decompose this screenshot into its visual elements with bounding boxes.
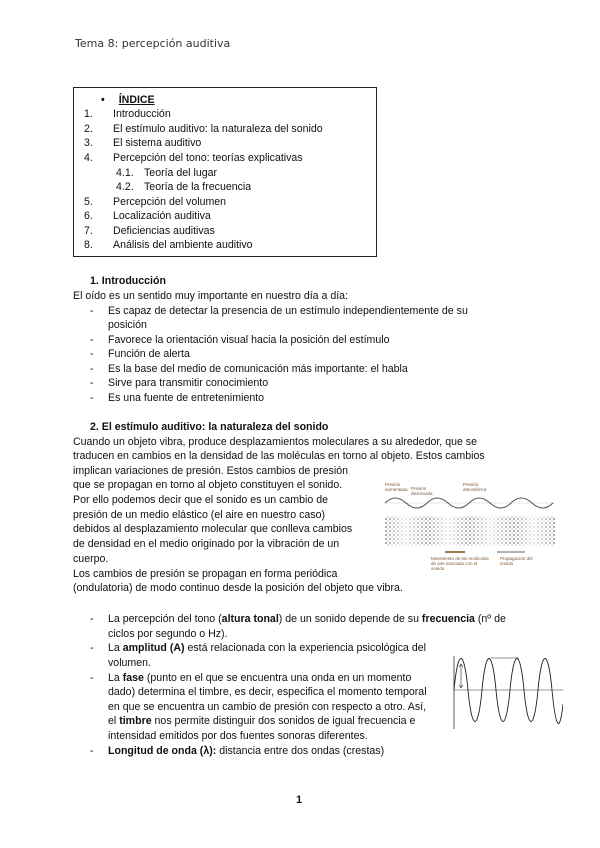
- sine-wave-figure: [453, 654, 563, 729]
- list-item-cont: en que se encuentra un cambio de presión con respecto a otro. Así,: [108, 701, 427, 713]
- paragraph-line: Los cambios de presión se propagan en forma periódica: [73, 568, 338, 580]
- index-item: Localización auditiva: [113, 210, 211, 222]
- dash: -: [90, 613, 94, 625]
- list-item-cont: intensidad emitidos por dos fuentes sonoras diferentes.: [108, 730, 368, 742]
- paragraph-line: traducen en cambios en la densidad de las moléculas en torno al objeto. Estos cambios: [73, 450, 485, 462]
- dash: -: [90, 334, 94, 346]
- paragraph-line: cuerpo.: [73, 553, 109, 565]
- paragraph-line: (ondulatoria) de modo continuo desde la posición del objeto que vibra.: [73, 582, 403, 594]
- list-item: La amplitud (A) está relacionada con la experiencia psicológica del: [108, 642, 426, 654]
- index-item: Deficiencias auditivas: [113, 225, 215, 237]
- dash: -: [90, 392, 94, 404]
- list-item-cont: ciclos por segundo o Hz).: [108, 628, 228, 640]
- figure-label: Presión disminuida: [411, 486, 433, 496]
- index-item: Teoría de la frecuencia: [144, 181, 252, 193]
- section-heading: 1. Introducción: [90, 275, 166, 287]
- index-item: Percepción del tono: teorías explicativas: [113, 152, 303, 164]
- dash: -: [90, 305, 94, 317]
- index-num: 4.: [84, 152, 93, 164]
- section-heading: 2. El estímulo auditivo: la naturaleza del sonido: [90, 421, 329, 433]
- paragraph-line: implican variaciones de presión. Estos cambios de presión: [73, 465, 348, 477]
- index-title-text: ÍNDICE: [118, 94, 155, 106]
- index-num: 7.: [84, 225, 93, 237]
- document-header: Tema 8: percepción auditiva: [75, 37, 231, 50]
- paragraph: El oído es un sentido muy importante en nuestro día a día:: [73, 290, 349, 302]
- index-item: Análisis del ambiente auditivo: [113, 239, 253, 251]
- list-item: La fase (punto en el que se encuentra una onda en un momento: [108, 672, 412, 684]
- figure-label: Presión aumentada: [385, 482, 408, 492]
- list-item-cont: volumen.: [108, 657, 151, 669]
- dash: -: [90, 642, 94, 654]
- list-item: Favorece la orientación visual hacia la posición del estímulo: [108, 334, 390, 346]
- list-item: Longitud de onda (λ): distancia entre dos ondas (crestas): [108, 745, 385, 757]
- list-item: Es la base del medio de comunicación más importante: el habla: [108, 363, 408, 375]
- index-num: 1.: [84, 108, 93, 120]
- paragraph-line: debidos al desplazamiento molecular que conlleva cambios: [73, 523, 353, 535]
- list-item-cont: el timbre nos permite distinguir dos sonidos de igual frecuencia e: [108, 715, 416, 727]
- index-item: Teoría del lugar: [144, 167, 218, 179]
- dash: -: [90, 672, 94, 684]
- figure-label: Movimiento de las moléculas de aire asociado con el sonido: [431, 556, 489, 571]
- dash: -: [90, 745, 94, 757]
- paragraph-line: presión de un medio elástico (el aire en nuestro caso): [73, 509, 326, 521]
- list-item: La percepción del tono (altura tonal) de un sonido depende de su frecuencia (nº de: [108, 613, 506, 625]
- bullet-icon: •: [101, 94, 105, 106]
- dash: -: [90, 377, 94, 389]
- index-item: El estímulo auditivo: la naturaleza del sonido: [113, 123, 323, 135]
- index-item: El sistema auditivo: [113, 137, 202, 149]
- index-title: [101, 93, 155, 107]
- index-box: [73, 87, 377, 257]
- list-item: Es una fuente de entretenimiento: [108, 392, 265, 404]
- figure-label: Propagación del sonido: [500, 556, 533, 566]
- list-item-cont: posición: [108, 319, 147, 331]
- paragraph-line: de densidad en el medio originado por la vibración de un: [73, 538, 340, 550]
- paragraph-line: que se propagan en torno al objeto constituyen el sonido.: [73, 479, 343, 491]
- dash: -: [90, 348, 94, 360]
- index-num: 6.: [84, 210, 93, 222]
- page-number: 1: [296, 794, 303, 806]
- dash: -: [90, 363, 94, 375]
- paragraph-line: Por ello podemos decir que el sonido es un cambio de: [73, 494, 328, 506]
- list-item: Función de alerta: [108, 348, 190, 360]
- index-num: 4.1.: [116, 167, 134, 179]
- figure-label: Presión atmosférica: [463, 482, 487, 492]
- list-item: Es capaz de detectar la presencia de un estímulo independientemente de su: [108, 305, 468, 317]
- index-item: Percepción del volumen: [113, 196, 227, 208]
- list-item-cont: dado) determina el timbre, es decir, especifica el momento temporal: [108, 686, 427, 698]
- index-num: 4.2.: [116, 181, 134, 193]
- list-item: Sirve para transmitir conocimiento: [108, 377, 269, 389]
- wavelength-amplitude-illustration: [453, 654, 563, 729]
- index-item: Introducción: [113, 108, 171, 120]
- paragraph-line: Cuando un objeto vibra, produce desplazamientos moleculares a su alrededor, que se: [73, 436, 477, 448]
- index-num: 2.: [84, 123, 93, 135]
- index-num: 8.: [84, 239, 93, 251]
- index-num: 3.: [84, 137, 93, 149]
- index-num: 5.: [84, 196, 93, 208]
- sound-wave-figure: [385, 478, 555, 571]
